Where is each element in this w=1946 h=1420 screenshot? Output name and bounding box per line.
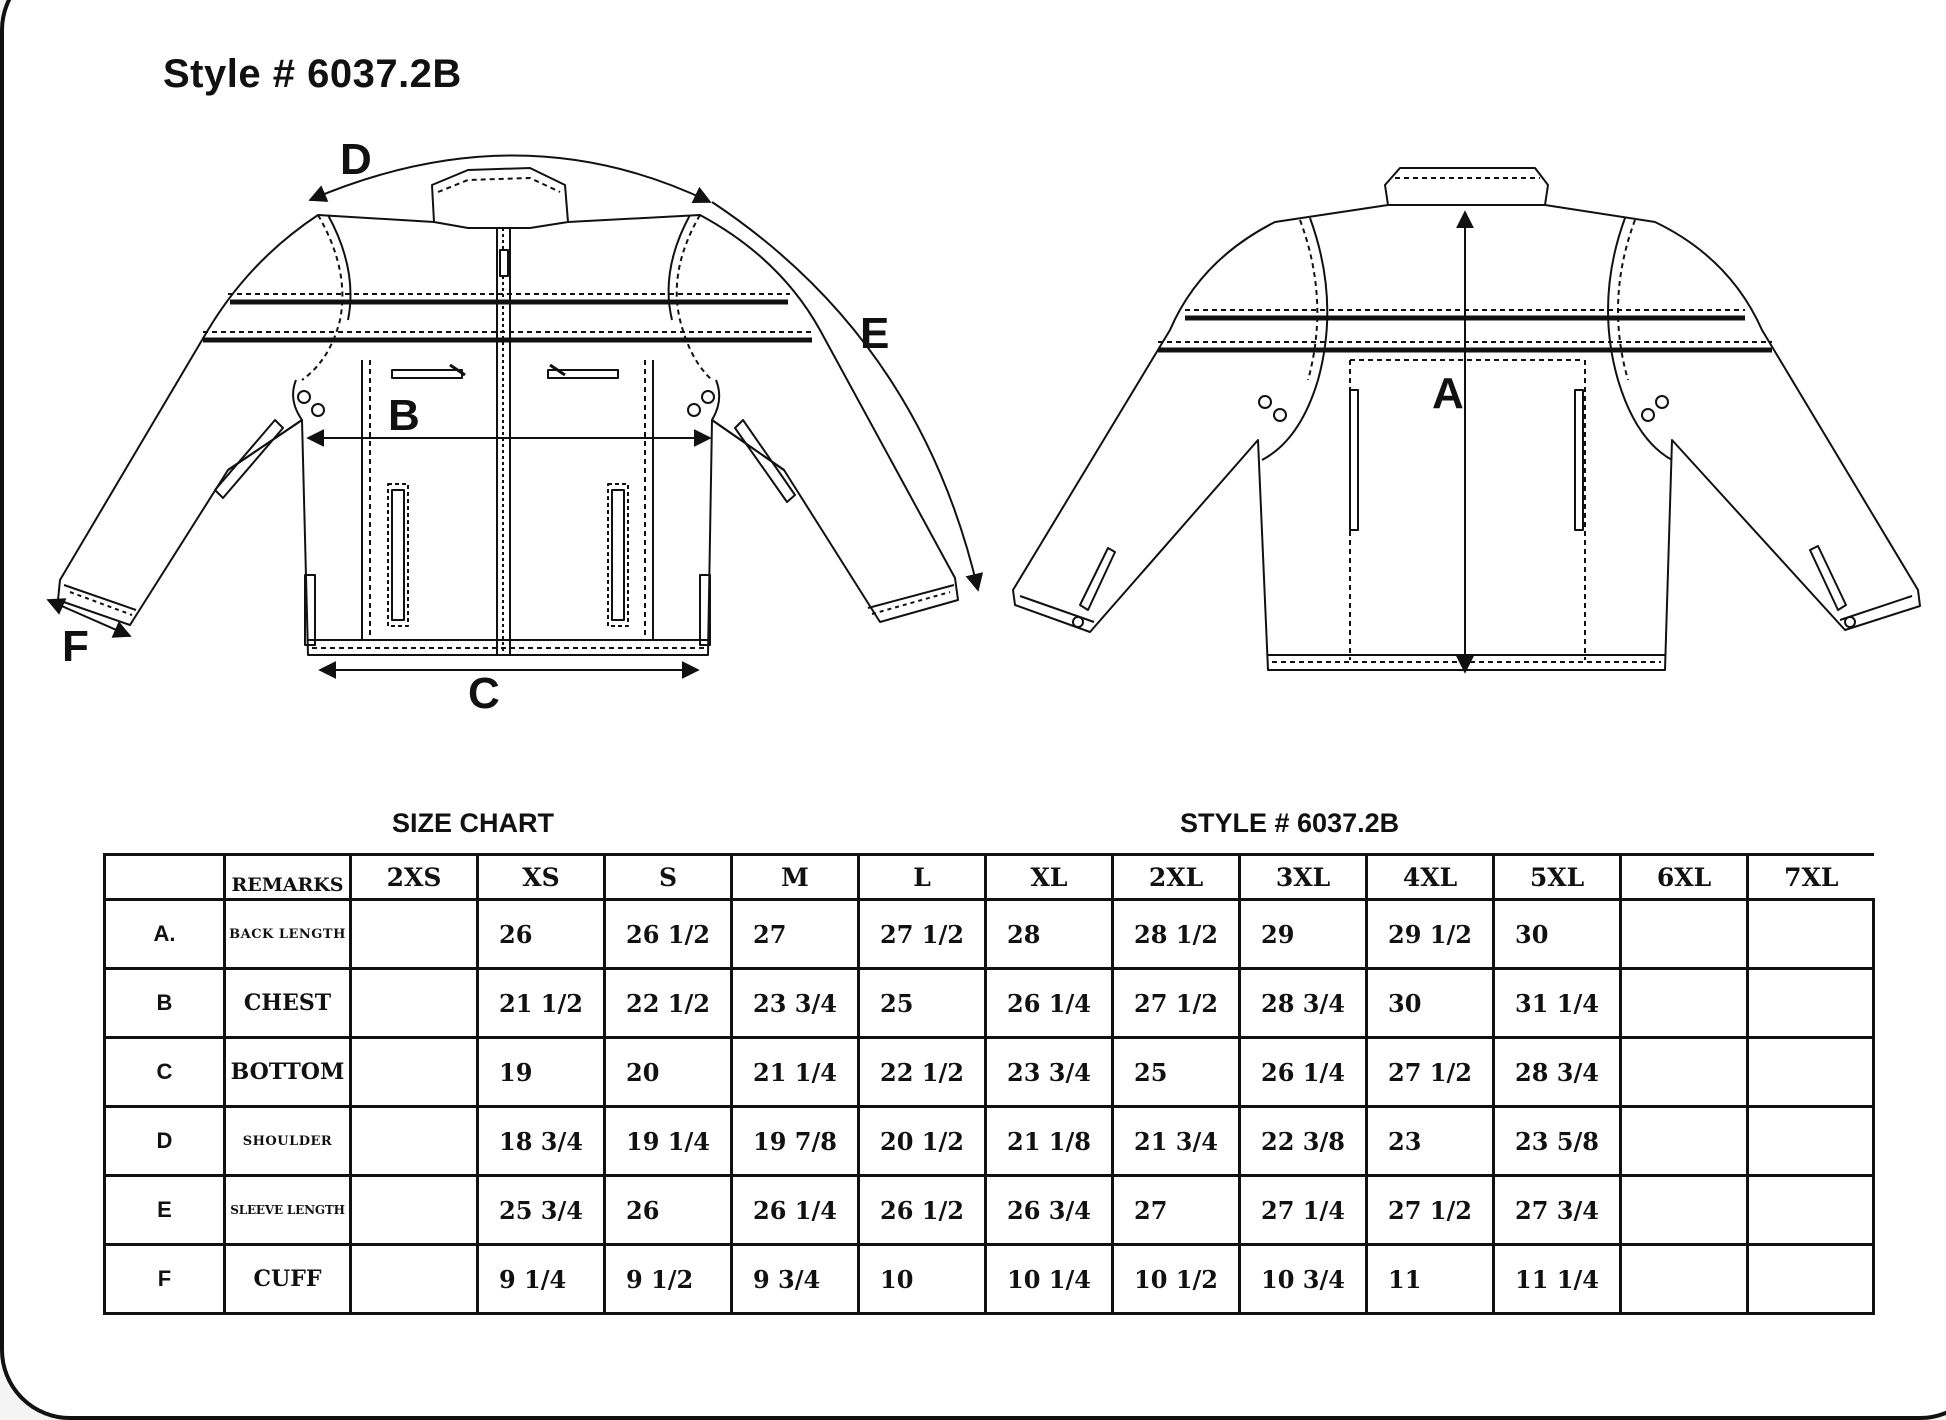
measurement-cell <box>1621 1107 1748 1176</box>
measurement-cell: 28 3/4 <box>1240 969 1367 1038</box>
measurement-cell: 27 <box>732 900 859 969</box>
size-header: 4XL <box>1367 855 1494 900</box>
measurement-cell: 21 1/2 <box>478 969 605 1038</box>
measurement-cell: 10 3/4 <box>1240 1245 1367 1314</box>
remarks-header: REMARKS <box>225 855 351 900</box>
measurement-cell: 10 1/4 <box>986 1245 1113 1314</box>
measurement-cell: 26 <box>478 900 605 969</box>
measurement-cell: 27 1/2 <box>859 900 986 969</box>
size-header: L <box>859 855 986 900</box>
row-label: D <box>105 1107 225 1176</box>
measurement-cell <box>351 1107 478 1176</box>
measurement-cell: 25 <box>1113 1038 1240 1107</box>
measurement-cell: 21 3/4 <box>1113 1107 1240 1176</box>
measurement-cell: 18 3/4 <box>478 1107 605 1176</box>
measurement-cell: 21 1/4 <box>732 1038 859 1107</box>
measurement-cell: 27 1/2 <box>1113 969 1240 1038</box>
measurement-cell <box>1621 1176 1748 1245</box>
measurement-cell <box>1621 969 1748 1038</box>
header-blank-cell <box>105 855 225 900</box>
measurement-cell: 26 1/4 <box>1240 1038 1367 1107</box>
measurement-cell: 26 1/4 <box>986 969 1113 1038</box>
table-row <box>105 969 1874 1038</box>
table-row <box>105 1038 1874 1107</box>
measurement-cell <box>1621 1038 1748 1107</box>
back-jacket-drawing <box>1013 168 1920 670</box>
measurement-cell: 29 1/2 <box>1367 900 1494 969</box>
measurement-cell: 27 1/4 <box>1240 1176 1367 1245</box>
size-header: 2XS <box>351 855 478 900</box>
size-header: 5XL <box>1494 855 1621 900</box>
measurement-cell: 19 <box>478 1038 605 1107</box>
measurement-cell <box>1748 1038 1874 1107</box>
row-label: F <box>105 1245 225 1314</box>
measurement-cell <box>1748 1176 1874 1245</box>
row-remark: SHOULDER <box>225 1107 351 1176</box>
measurement-cell: 27 1/2 <box>1367 1176 1494 1245</box>
table-row <box>105 1176 1874 1245</box>
size-header: 7XL <box>1748 855 1874 900</box>
measurement-cell: 23 <box>1367 1107 1494 1176</box>
measurement-cell <box>1621 900 1748 969</box>
measurement-cell: 28 3/4 <box>1494 1038 1621 1107</box>
measurement-cell <box>1748 900 1874 969</box>
size-chart-style-caption: STYLE # 6037.2B <box>1180 808 1400 838</box>
measurement-cell: 30 <box>1367 969 1494 1038</box>
measurement-cell: 26 3/4 <box>986 1176 1113 1245</box>
measurement-cell <box>351 1245 478 1314</box>
measurement-cell <box>351 1176 478 1245</box>
row-remark: CUFF <box>225 1245 351 1314</box>
measurement-cell: 9 1/2 <box>605 1245 732 1314</box>
callout-f: F <box>62 622 89 671</box>
measurement-cell: 25 3/4 <box>478 1176 605 1245</box>
size-header: XL <box>986 855 1113 900</box>
measurement-cell <box>1621 1245 1748 1314</box>
measurement-cell: 23 3/4 <box>732 969 859 1038</box>
front-jacket-drawing <box>58 168 958 655</box>
measurement-cell: 10 <box>859 1245 986 1314</box>
measurement-cell: 11 1/4 <box>1494 1245 1621 1314</box>
row-label: C <box>105 1038 225 1107</box>
size-header: 2XL <box>1113 855 1240 900</box>
measurement-cell: 27 3/4 <box>1494 1176 1621 1245</box>
measurement-cell: 30 <box>1494 900 1621 969</box>
size-header: XS <box>478 855 605 900</box>
style-title: Style # 6037.2B <box>163 52 462 96</box>
measurement-cell: 10 1/2 <box>1113 1245 1240 1314</box>
measurement-cell <box>1748 1245 1874 1314</box>
measurement-cell: 20 <box>605 1038 732 1107</box>
size-header: S <box>605 855 732 900</box>
size-chart-table <box>103 853 1875 1315</box>
row-remark: BOTTOM <box>225 1038 351 1107</box>
row-remark: CHEST <box>225 969 351 1038</box>
callout-d: D <box>340 135 372 184</box>
measurement-cell: 27 1/2 <box>1367 1038 1494 1107</box>
measurement-cell: 22 1/2 <box>605 969 732 1038</box>
callout-c: C <box>468 669 500 718</box>
table-row <box>105 1245 1874 1314</box>
row-label: B <box>105 969 225 1038</box>
measurement-cell <box>1748 1107 1874 1176</box>
callout-e: E <box>860 309 890 358</box>
row-label: E <box>105 1176 225 1245</box>
measurement-cell: 23 5/8 <box>1494 1107 1621 1176</box>
row-label: A. <box>105 900 225 969</box>
measurement-cell: 26 <box>605 1176 732 1245</box>
measurement-cell: 26 1/2 <box>859 1176 986 1245</box>
measurement-cell: 25 <box>859 969 986 1038</box>
measure-f-arrow <box>48 600 130 636</box>
measurement-cell: 9 1/4 <box>478 1245 605 1314</box>
size-header: M <box>732 855 859 900</box>
measure-e-arrow <box>712 202 978 590</box>
measurement-cell: 19 1/4 <box>605 1107 732 1176</box>
measurement-cell: 22 3/8 <box>1240 1107 1367 1176</box>
size-header: 3XL <box>1240 855 1367 900</box>
measurement-cell: 9 3/4 <box>732 1245 859 1314</box>
measurement-cell: 31 1/4 <box>1494 969 1621 1038</box>
size-header: 6XL <box>1621 855 1748 900</box>
measurement-cell: 29 <box>1240 900 1367 969</box>
measurement-cell <box>1748 969 1874 1038</box>
row-remark: BACK LENGTH <box>225 900 351 969</box>
row-remark: SLEEVE LENGTH <box>225 1176 351 1245</box>
measurement-cell: 28 <box>986 900 1113 969</box>
measurement-cell: 28 1/2 <box>1113 900 1240 969</box>
measurement-cell <box>351 900 478 969</box>
measurement-cell: 19 7/8 <box>732 1107 859 1176</box>
measurement-cell: 21 1/8 <box>986 1107 1113 1176</box>
measurement-cell: 23 3/4 <box>986 1038 1113 1107</box>
measurement-cell: 20 1/2 <box>859 1107 986 1176</box>
table-row <box>105 1107 1874 1176</box>
size-chart-caption: SIZE CHART <box>392 808 554 838</box>
measurement-cell: 26 1/2 <box>605 900 732 969</box>
table-row <box>105 900 1874 969</box>
measurement-cell <box>351 1038 478 1107</box>
size-header-row <box>105 855 1874 900</box>
callout-a: A <box>1432 369 1464 418</box>
measurement-cell: 27 <box>1113 1176 1240 1245</box>
measurement-cell: 11 <box>1367 1245 1494 1314</box>
measurement-cell: 22 1/2 <box>859 1038 986 1107</box>
callout-b: B <box>388 391 420 440</box>
measurement-cell <box>351 969 478 1038</box>
measurement-cell: 26 1/4 <box>732 1176 859 1245</box>
